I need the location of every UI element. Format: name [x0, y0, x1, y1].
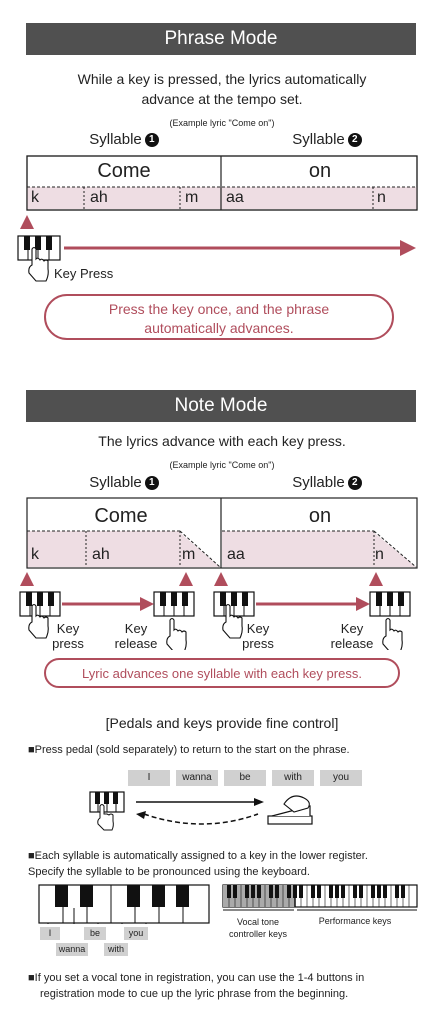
key-syllable-chip: you [124, 927, 148, 940]
arrow-head-icon [400, 240, 416, 256]
marker-icon [20, 572, 34, 586]
assigned-keys-diagram [38, 884, 210, 924]
arrow-head-icon [356, 597, 370, 611]
syllable-text: Syllable [89, 131, 142, 148]
label-line: press [52, 636, 84, 651]
note-syllable-1-label [44, 474, 204, 491]
keyboard-press-icon [90, 792, 124, 830]
pedal-return-diagram [86, 788, 326, 836]
label-line: Key [246, 621, 270, 636]
syllable-text: Syllable [292, 474, 345, 491]
label-line: Key [340, 621, 364, 636]
note-phoneme-m: m [182, 546, 196, 563]
control-bullet-3-cont: registration mode to cue up the lyric phrase from the beginning. [40, 988, 349, 1000]
performance-keys-label: Performance keys [318, 916, 392, 926]
control-bullet-1: ■Press pedal (sold separately) to return to the start on the phrase. [28, 744, 350, 756]
arrow-head-icon [254, 798, 264, 806]
label-line: controller keys [228, 929, 288, 939]
phrase-phoneme-n: n [377, 189, 386, 206]
phrase-syllable-1-label [44, 131, 204, 148]
note-desc: The lyrics advance with each key press. [98, 433, 346, 449]
syllable-number-badge: 2 [348, 476, 362, 490]
arrow-head-icon [140, 597, 154, 611]
phrase-desc-1: While a key is pressed, the lyrics automatically [77, 71, 367, 87]
start-marker-icon [20, 215, 34, 229]
key-syllable-chip: be [84, 927, 106, 940]
syllable-text: Syllable [292, 131, 345, 148]
note-phoneme-k: k [31, 546, 39, 563]
arrow-head-icon [136, 811, 146, 819]
phrase-word-on: on [308, 160, 332, 182]
note-example: (Example lyric "Come on") [169, 460, 275, 470]
control-bullet-2: ■Each syllable is automatically assigned to a key in the lower register. [28, 850, 368, 862]
full-keyboard-diagram [222, 884, 418, 912]
pill-line-2: automatically advances. [144, 320, 294, 336]
marker-icon [214, 572, 228, 586]
syllable-number-badge: 2 [348, 133, 362, 147]
note-phoneme-n: n [375, 546, 384, 563]
word-chip: with [272, 770, 314, 786]
label-line: Vocal tone [236, 917, 280, 927]
word-chip: you [320, 770, 362, 786]
bullet-text: If you set a vocal tone in registration, you can use the 1-4 buttons in [34, 972, 365, 984]
marker-icon [369, 572, 383, 586]
bullet-text: Press pedal (sold separately) to return to the start on the phrase. [34, 744, 350, 756]
word-chip: wanna [176, 770, 218, 786]
phrase-syllable-2-label [247, 131, 407, 148]
syllable-number-badge: 1 [145, 476, 159, 490]
phrase-key-press-label: Key Press [54, 266, 114, 281]
syllable-text: Syllable [89, 474, 142, 491]
note-syllable-2-label [247, 474, 407, 491]
phrase-word-come: Come [97, 160, 151, 182]
note-mode-banner: Note Mode [26, 390, 416, 422]
phrase-mode-banner: Phrase Mode [26, 23, 416, 55]
phrase-phoneme-k: k [31, 189, 39, 206]
key-press-label-1 [48, 621, 88, 651]
key-release-label-2 [326, 621, 378, 651]
key-syllable-chip: with [104, 943, 128, 956]
note-phoneme-aa: aa [227, 546, 245, 563]
pedal-icon [268, 796, 312, 824]
vocal-tone-label [218, 916, 298, 940]
key-syllable-chip: I [40, 927, 60, 940]
control-bullet-3: ■If you set a vocal tone in registration, you can use the 1-4 buttons in [28, 972, 365, 984]
label-line: release [330, 636, 374, 651]
bullet-text: Each syllable is automatically assigned to a key in the lower register. [34, 850, 368, 862]
key-release-label-1 [110, 621, 162, 651]
syllable-number-badge: 1 [145, 133, 159, 147]
control-bullet-2-cont: Specify the syllable to be pronounced using the keyboard. [28, 866, 310, 878]
phrase-phoneme-ah: ah [90, 189, 108, 206]
key-syllable-chip: wanna [56, 943, 88, 956]
label-line: release [114, 636, 158, 651]
word-chip: be [224, 770, 266, 786]
marker-icon [179, 572, 193, 586]
note-summary-pill: Lyric advances one syllable with each key press. [44, 658, 400, 688]
note-word-come: Come [94, 505, 148, 527]
word-chip: I [128, 770, 170, 786]
phrase-example: (Example lyric "Come on") [169, 118, 275, 128]
label-line: Key [124, 621, 148, 636]
phrase-phoneme-m: m [185, 189, 199, 206]
phrase-summary-pill [44, 294, 394, 340]
phrase-desc-2: advance at the tempo set. [141, 91, 303, 107]
label-line: Key [56, 621, 80, 636]
note-word-on: on [308, 505, 332, 527]
phrase-phoneme-aa: aa [226, 189, 244, 206]
note-phoneme-ah: ah [92, 546, 110, 563]
pill-line-1: Press the key once, and the phrase [108, 301, 330, 317]
label-line: press [242, 636, 274, 651]
key-press-label-2 [238, 621, 278, 651]
control-title: [Pedals and keys provide fine control] [105, 715, 339, 731]
